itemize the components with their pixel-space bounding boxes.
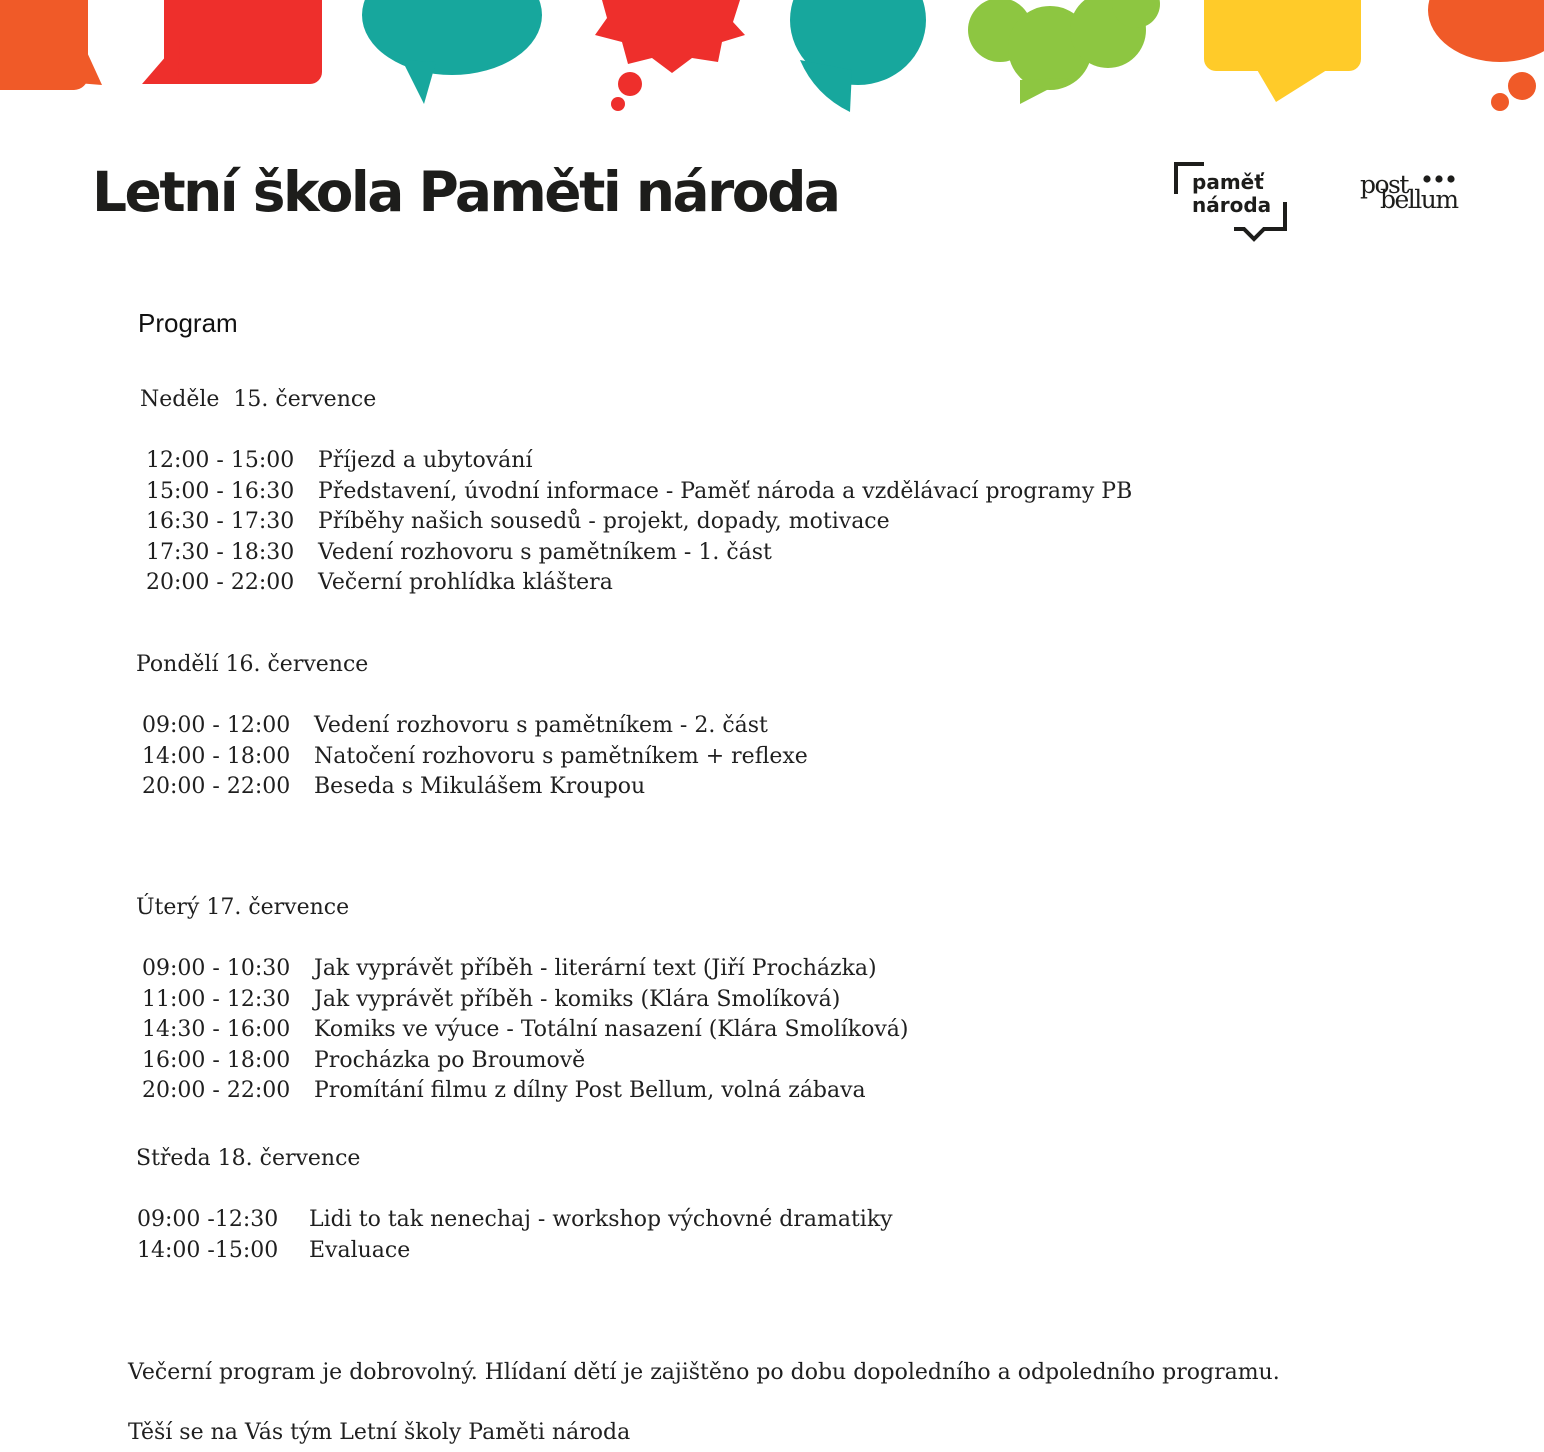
schedule-activity: Evaluace xyxy=(309,1237,411,1263)
schedule-time: 09:00 -12:30 xyxy=(137,1207,279,1232)
logo-post-text: post xyxy=(1360,170,1408,199)
schedule-activity: Příběhy našich sousedů - projekt, dopady, motivace xyxy=(318,509,890,534)
schedule-row xyxy=(146,538,1132,569)
logo-bellum-text: bellum xyxy=(1380,185,1458,214)
day-title: Neděle 15. července xyxy=(140,387,377,412)
schedule-row xyxy=(142,772,808,803)
schedule-activity: Jak vyprávět příběh - literární text (Jiří Procházka) xyxy=(314,956,877,981)
page-title: Letní škola Paměti národa xyxy=(92,160,839,224)
schedule-row xyxy=(142,985,908,1016)
day-section-sunday xyxy=(140,385,1132,599)
schedule-row xyxy=(146,568,1132,599)
teal-round-bubble-icon xyxy=(790,0,926,112)
red-starburst-bubble-icon xyxy=(595,0,745,111)
logo-dots-icon xyxy=(1422,174,1456,184)
orange-speech-bubble-icon xyxy=(0,0,102,90)
schedule-activity: Večerní prohlídka kláštera xyxy=(318,570,613,595)
post-bellum-logo xyxy=(1360,170,1456,214)
pamet-naroda-logo xyxy=(1172,160,1290,242)
schedule-activity: Promítání filmu z dílny Post Bellum, volná zábava xyxy=(314,1078,866,1103)
orange-thought-bubble-icon xyxy=(1428,0,1544,111)
schedule-time: 09:00 - 12:00 xyxy=(142,713,291,738)
schedule-row xyxy=(137,1236,893,1267)
green-cloud-bubble-icon xyxy=(968,0,1160,104)
schedule-time: 17:30 - 18:30 xyxy=(146,539,295,565)
logo-pamet-line1: paměť xyxy=(1192,170,1264,194)
schedule-activity: Vedení rozhovoru s pamětníkem - 1. část xyxy=(318,539,772,565)
schedule-time: 09:00 - 10:30 xyxy=(142,956,291,981)
schedule-row xyxy=(142,954,908,985)
schedule-time: 20:00 - 22:00 xyxy=(142,1078,291,1103)
day-section-tuesday xyxy=(136,893,908,1107)
schedule-activity: Jak vyprávět příběh - komiks (Klára Smolíková) xyxy=(314,986,841,1012)
schedule-row xyxy=(146,446,1132,477)
schedule-row xyxy=(146,507,1132,538)
schedule-activity: Komiks ve výuce - Totální nasazení (Klára Smolíková) xyxy=(314,1017,909,1042)
schedule-activity: Beseda s Mikulášem Kroupou xyxy=(314,774,646,799)
schedule-time: 20:00 - 22:00 xyxy=(146,570,295,595)
schedule-time: 14:00 -15:00 xyxy=(137,1237,279,1263)
schedule-row xyxy=(142,1076,908,1107)
speech-bubbles-banner xyxy=(0,0,1544,120)
teal-speech-bubble-icon xyxy=(362,0,542,104)
schedule-row xyxy=(146,477,1132,508)
yellow-speech-bubble-icon xyxy=(1204,0,1361,102)
day-title: Středa 18. července xyxy=(136,1146,361,1171)
schedule-row xyxy=(142,711,808,742)
schedule-time: 14:30 - 16:00 xyxy=(142,1017,291,1042)
schedule-row xyxy=(142,1046,908,1077)
day-section-monday xyxy=(136,650,808,803)
footer-note: Večerní program je dobrovolný. Hlídaní dětí je zajištěno po dobu dopoledního a odpoledního programu. xyxy=(128,1360,1280,1385)
schedule-activity: Procházka po Broumově xyxy=(314,1047,586,1073)
schedule-time: 11:00 - 12:30 xyxy=(142,986,291,1012)
schedule-time: 15:00 - 16:30 xyxy=(146,478,295,504)
schedule-activity: Lidi to tak nenechaj - workshop výchovné dramatiky xyxy=(309,1207,893,1232)
schedule-row xyxy=(142,1015,908,1046)
logo-pamet-line2: národa xyxy=(1192,193,1272,217)
schedule-time: 14:00 - 18:00 xyxy=(142,743,291,769)
schedule-activity: Představení, úvodní informace - Paměť národa a vzdělávací programy PB xyxy=(318,478,1133,504)
schedule-activity: Příjezd a ubytování xyxy=(318,448,533,473)
schedule-time: 12:00 - 15:00 xyxy=(146,448,295,473)
schedule-time: 16:30 - 17:30 xyxy=(146,509,295,534)
program-heading: Program xyxy=(138,308,238,338)
red-speech-bubble-icon xyxy=(142,0,322,84)
schedule-activity: Natočení rozhovoru s pamětníkem + reflexe xyxy=(314,743,808,769)
schedule-activity: Vedení rozhovoru s pamětníkem - 2. část xyxy=(314,713,768,738)
day-title: Pondělí 16. července xyxy=(136,652,369,677)
schedule-row xyxy=(137,1205,893,1236)
schedule-time: 16:00 - 18:00 xyxy=(142,1047,291,1073)
day-title: Úterý 17. července xyxy=(136,895,350,920)
day-section-wednesday xyxy=(136,1144,893,1266)
schedule-time: 20:00 - 22:00 xyxy=(142,774,291,799)
footer-closing: Těší se na Vás tým Letní školy Paměti národa xyxy=(128,1420,631,1445)
schedule-row xyxy=(142,742,808,773)
